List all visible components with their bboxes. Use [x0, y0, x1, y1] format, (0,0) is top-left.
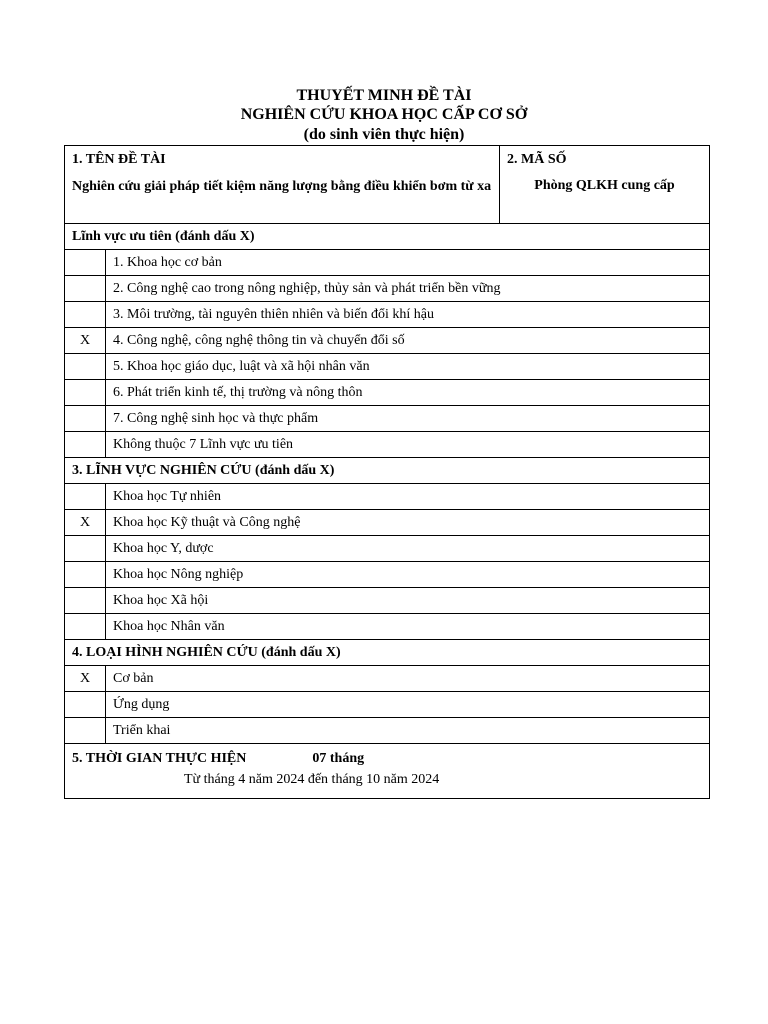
priority-section-label: Lĩnh vực ưu tiên (đánh dấu X)	[65, 224, 710, 250]
priority-row	[65, 302, 710, 328]
document-note: (do sinh viên thực hiện)	[303, 126, 465, 143]
priority-row	[65, 250, 710, 276]
priority-row	[65, 354, 710, 380]
duration-range: Từ tháng 4 năm 2024 đến tháng 10 năm 2024	[184, 772, 440, 787]
research-type-row	[65, 666, 710, 692]
proposal-form-table	[64, 145, 710, 799]
duration-cell	[65, 744, 710, 799]
priority-row	[65, 328, 710, 354]
research-field-mark	[65, 588, 106, 614]
priority-mark	[65, 276, 106, 302]
research-field-row	[65, 536, 710, 562]
duration-row	[65, 744, 710, 799]
priority-option: 5. Khoa học giáo dục, luật và xã hội nhân văn	[106, 354, 710, 380]
priority-option: 3. Môi trường, tài nguyên thiên nhiên và biến đổi khí hậu	[106, 302, 710, 328]
research-field-option: Khoa học Xã hội	[106, 588, 710, 614]
research-field-option: Khoa học Tự nhiên	[106, 484, 710, 510]
priority-mark	[65, 354, 106, 380]
priority-row	[65, 276, 710, 302]
research-field-row	[65, 510, 710, 536]
priority-row	[65, 380, 710, 406]
priority-row	[65, 406, 710, 432]
research-field-option: Khoa học Y, dược	[106, 536, 710, 562]
priority-option: 6. Phát triển kinh tế, thị trường và nông thôn	[106, 380, 710, 406]
duration-value: 07 tháng	[312, 751, 365, 766]
research-type-row	[65, 692, 710, 718]
priority-option: 1. Khoa học cơ bản	[106, 250, 710, 276]
project-title-value: Nghiên cứu giải pháp tiết kiệm năng lượng bằng điều khiển bơm từ xa	[72, 179, 492, 194]
research-field-mark	[65, 614, 106, 640]
research-type-mark	[65, 692, 106, 718]
research-field-section-label: 3. LĨNH VỰC NGHIÊN CỨU (đánh dấu X)	[65, 458, 710, 484]
research-field-row	[65, 484, 710, 510]
priority-mark	[65, 302, 106, 328]
priority-option: 4. Công nghệ, công nghệ thông tin và chuyển đổi số	[106, 328, 710, 354]
duration-heading	[72, 748, 702, 770]
project-title-label: 1. TÊN ĐỀ TÀI	[72, 152, 166, 167]
title-code-row	[65, 146, 710, 224]
research-type-mark: X	[65, 666, 106, 692]
research-field-option: Khoa học Nhân văn	[106, 614, 710, 640]
project-code-cell	[500, 146, 710, 224]
research-type-section-label: 4. LOẠI HÌNH NGHIÊN CỨU (đánh dấu X)	[65, 640, 710, 666]
research-field-mark: X	[65, 510, 106, 536]
priority-mark: X	[65, 328, 106, 354]
priority-mark	[65, 406, 106, 432]
priority-header-row	[65, 224, 710, 250]
research-type-mark	[65, 718, 106, 744]
priority-mark	[65, 432, 106, 458]
research-type-option: Ứng dụng	[106, 692, 710, 718]
duration-label: 5. THỜI GIAN THỰC HIỆN	[72, 751, 247, 766]
priority-mark	[65, 250, 106, 276]
priority-option: 2. Công nghệ cao trong nông nghiệp, thủy sản và phát triển bền vững	[106, 276, 710, 302]
priority-option: 7. Công nghệ sinh học và thực phẩm	[106, 406, 710, 432]
research-field-header-row	[65, 458, 710, 484]
project-title-cell	[65, 146, 500, 224]
research-field-mark	[65, 484, 106, 510]
research-type-row	[65, 718, 710, 744]
research-field-row	[65, 588, 710, 614]
priority-row	[65, 432, 710, 458]
priority-option: Không thuộc 7 Lĩnh vực ưu tiên	[106, 432, 710, 458]
document-subtitle: NGHIÊN CỨU KHOA HỌC CẤP CƠ SỞ	[240, 106, 528, 123]
priority-mark	[65, 380, 106, 406]
research-type-header-row	[65, 640, 710, 666]
research-field-mark	[65, 562, 106, 588]
research-field-mark	[65, 536, 106, 562]
project-code-label: 2. MÃ SỐ	[507, 152, 567, 167]
research-field-option: Khoa học Kỹ thuật và Công nghệ	[106, 510, 710, 536]
research-type-option: Cơ bản	[106, 666, 710, 692]
research-field-option: Khoa học Nông nghiệp	[106, 562, 710, 588]
document-title: THUYẾT MINH ĐỀ TÀI	[296, 87, 472, 104]
research-field-row	[65, 614, 710, 640]
project-code-value: Phòng QLKH cung cấp	[534, 178, 675, 193]
research-field-row	[65, 562, 710, 588]
research-type-option: Triển khai	[106, 718, 710, 744]
